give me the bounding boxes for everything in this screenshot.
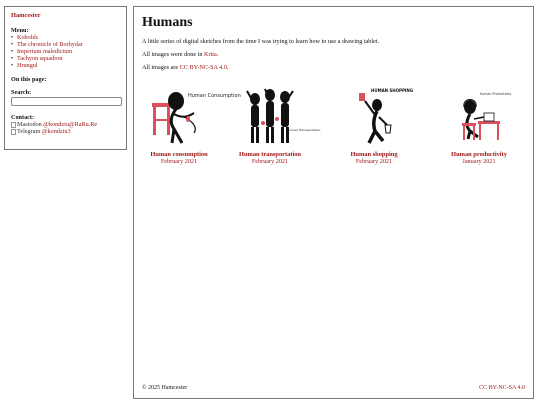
human-productivity-sketch-image	[444, 83, 514, 149]
gallery-item-human-transportation[interactable]	[225, 83, 321, 165]
menu-heading: Menu:	[11, 27, 29, 34]
search-input[interactable]	[11, 97, 122, 106]
sketch-text: Human Productivity	[480, 92, 512, 96]
contact-telegram	[11, 128, 120, 135]
broken-image-icon	[11, 122, 16, 128]
gallery-date: February 2021	[251, 158, 289, 165]
gallery-date: February 2021	[355, 158, 393, 165]
human-shopping-sketch-image	[339, 83, 414, 149]
license-prefix: All images are	[142, 64, 180, 71]
footer	[142, 385, 525, 391]
gallery-caption: Human productivity	[451, 151, 507, 158]
krita-suffix: .	[216, 51, 219, 58]
menu-item	[11, 48, 120, 55]
copyright-text: © 2025 Hamcester	[142, 385, 188, 391]
menu-link-chronicle-of-borhydar[interactable]: The chronicle of Borhydar	[17, 41, 83, 48]
menu-list	[11, 34, 120, 69]
sketch-text: HUMAN SHOPPING	[371, 88, 414, 93]
menu-link-tachyon-squadron[interactable]: Tachyon squadron	[17, 55, 63, 62]
gallery-item-human-productivity[interactable]	[434, 83, 524, 165]
page-title: Humans	[142, 15, 193, 30]
gallery-date: February 2021	[160, 158, 198, 165]
human-transportation-sketch-image	[235, 83, 321, 149]
contact-prefix: Telegram	[17, 128, 41, 135]
sketch-text: Human Transportation	[287, 128, 321, 132]
gallery-caption: Human consumption	[150, 151, 208, 158]
search-heading: Search:	[11, 89, 32, 96]
menu-item	[11, 34, 120, 41]
license-suffix: .	[226, 64, 229, 71]
contact-mastodon	[11, 121, 120, 128]
krita-paragraph	[142, 51, 525, 58]
menu-link-imperium-maledictum[interactable]: Imperium maledictum	[17, 48, 73, 55]
krita-link[interactable]: Krita	[204, 51, 217, 58]
contact-heading: Contact:	[11, 114, 35, 121]
gallery-date: January 2021	[462, 158, 496, 165]
footer-license-link[interactable]: CC BY-NC-SA 4.0	[479, 385, 525, 391]
krita-prefix: All images were done in	[142, 51, 205, 58]
gallery-caption: Human shopping	[350, 151, 398, 158]
gallery-caption: Human transportation	[239, 151, 301, 158]
site-title-link[interactable]: Hamcester	[11, 12, 41, 19]
license-paragraph	[142, 64, 525, 71]
license-link[interactable]: CC BY-NC-SA 4.0	[179, 64, 227, 71]
broken-image-icon	[11, 129, 16, 135]
menu-link-kobolds[interactable]: Kobolds	[17, 34, 38, 41]
gallery-item-human-consumption[interactable]	[134, 83, 241, 165]
intro-text: A little series of digital sketches from the time I was trying to learn how to use a drawing tablet.	[142, 38, 380, 45]
main-content	[133, 6, 534, 399]
menu-item	[11, 55, 120, 62]
menu-item	[11, 41, 120, 48]
menu-item	[11, 62, 120, 69]
menu-link-hrungul[interactable]: Hrungul	[17, 62, 38, 69]
on-this-page-heading: On this page:	[11, 76, 47, 83]
gallery-item-human-shopping[interactable]	[329, 83, 419, 165]
human-consumption-sketch-image	[144, 83, 241, 149]
telegram-link[interactable]: @kondziu3	[41, 128, 71, 135]
contact-prefix: Mastodon	[17, 121, 42, 128]
sidebar	[4, 6, 127, 150]
sketch-text: Human Consumption	[188, 93, 241, 99]
gallery	[134, 83, 534, 183]
mastodon-link[interactable]: @kondziu@RaRu.Re	[43, 121, 98, 128]
